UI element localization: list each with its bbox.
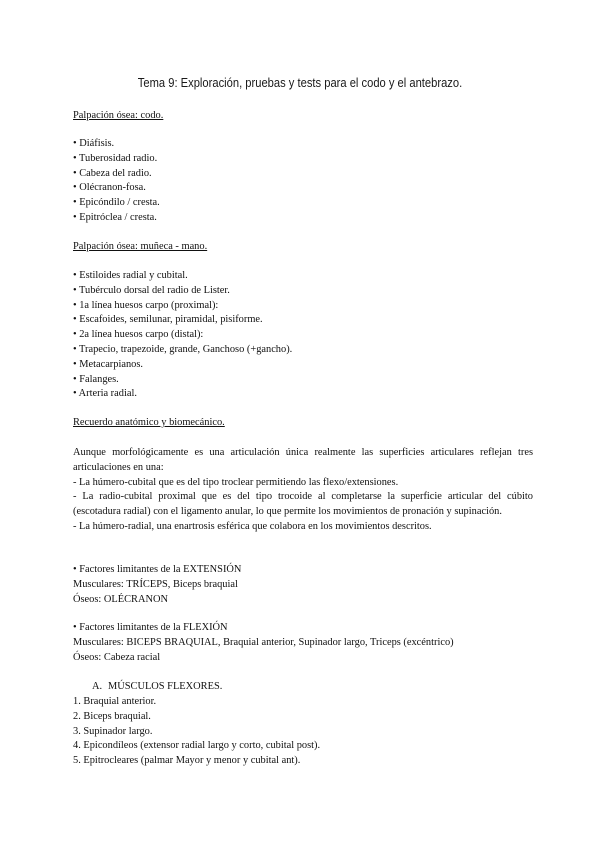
list-item: • 1a línea huesos carpo (proximal): — [73, 299, 219, 311]
list-musculos-flexores — [73, 695, 533, 769]
list-item: 5. Epitrocleares (palmar Mayor y menor y cubital ant). — [73, 755, 301, 767]
list-item: 1. Braquial anterior. — [73, 696, 157, 707]
list-item: • Estiloides radial y cubital. — [73, 270, 188, 281]
list-extension — [73, 563, 533, 607]
list-item: • Tubérculo dorsal del radio de Lister. — [73, 284, 230, 296]
list-item: • Diáfisis. — [73, 138, 115, 149]
paragraph-line: Aunque morfológicamente es una articulación única realmente las superficies articulares reflejan tres articulaciones en una: — [73, 447, 533, 473]
list-item: • Epitróclea / cresta. — [73, 211, 157, 223]
paragraph-recuerdo — [73, 446, 533, 535]
list-item: • Metacarpianos. — [73, 358, 143, 370]
list-item: • Cabeza del radio. — [73, 167, 152, 179]
section-heading-text: MÚSCULOS FLEXORES. — [108, 681, 223, 692]
section-heading-musculos-flexores — [92, 681, 222, 692]
list-item: Óseos: OLÉCRANON — [73, 593, 168, 605]
section-heading-palpacion-codo — [73, 109, 533, 124]
section-marker: A. — [92, 681, 103, 692]
paragraph-line: - La húmero-cubital que es del tipo troclear permitiendo las flexo/extensiones. — [73, 476, 399, 488]
section-heading-text: Palpación ósea: muñeca - mano. — [73, 241, 208, 252]
list-item: • Factores limitantes de la FLEXIÓN — [73, 622, 228, 633]
list-item: • Escafoides, semilunar, piramidal, pisiforme. — [73, 314, 263, 326]
list-item: Musculares: BICEPS BRAQUIAL, Braquial anterior, Supinador largo, Triceps (excéntrico) — [73, 636, 454, 648]
paragraph-line: - La radio-cubital proximal que es del tipo trocoide al completarse la superficie articular del cúbito (escotadura radial) con el ligamento anular, lo que permite los movimientos de pronación y supinación. — [73, 491, 533, 518]
page-title: Tema 9: Exploración, pruebas y tests para el codo y el antebrazo. — [137, 75, 463, 90]
list-item: • Trapecio, trapezoide, grande, Ganchoso (+gancho). — [73, 343, 293, 355]
paragraph-line: - La húmero-radial, una enartrosis esférica que colabora en los movimientos descritos. — [73, 520, 432, 532]
section-heading-recuerdo — [73, 416, 533, 431]
section-heading-text: Palpación ósea: codo. — [73, 110, 164, 121]
list-item: 3. Supinador largo. — [73, 725, 153, 737]
list-item: 4. Epicondíleos (extensor radial largo y corto, cubital post). — [73, 740, 321, 752]
list-item: • Epicóndilo / cresta. — [73, 197, 160, 209]
section-heading-text: Recuerdo anatómico y biomecánico. — [73, 417, 225, 428]
list-item: • Arteria radial. — [73, 388, 137, 400]
list-item: • Falanges. — [73, 373, 119, 385]
list-palpacion-codo — [73, 137, 533, 226]
list-item: • 2a línea huesos carpo (distal): — [73, 329, 204, 341]
list-item: Musculares: TRÍCEPS, Biceps braquial — [73, 578, 238, 590]
list-item: 2. Biceps braquial. — [73, 710, 151, 722]
list-item: • Factores limitantes de la EXTENSIÓN — [73, 564, 242, 575]
list-item: Óseos: Cabeza racial — [73, 651, 161, 663]
list-palpacion-muneca — [73, 269, 533, 402]
list-flexion — [73, 621, 533, 665]
list-item: • Tuberosidad radio. — [73, 152, 158, 164]
list-item: • Olécranon-fosa. — [73, 182, 146, 194]
section-heading-palpacion-muneca — [73, 240, 533, 255]
